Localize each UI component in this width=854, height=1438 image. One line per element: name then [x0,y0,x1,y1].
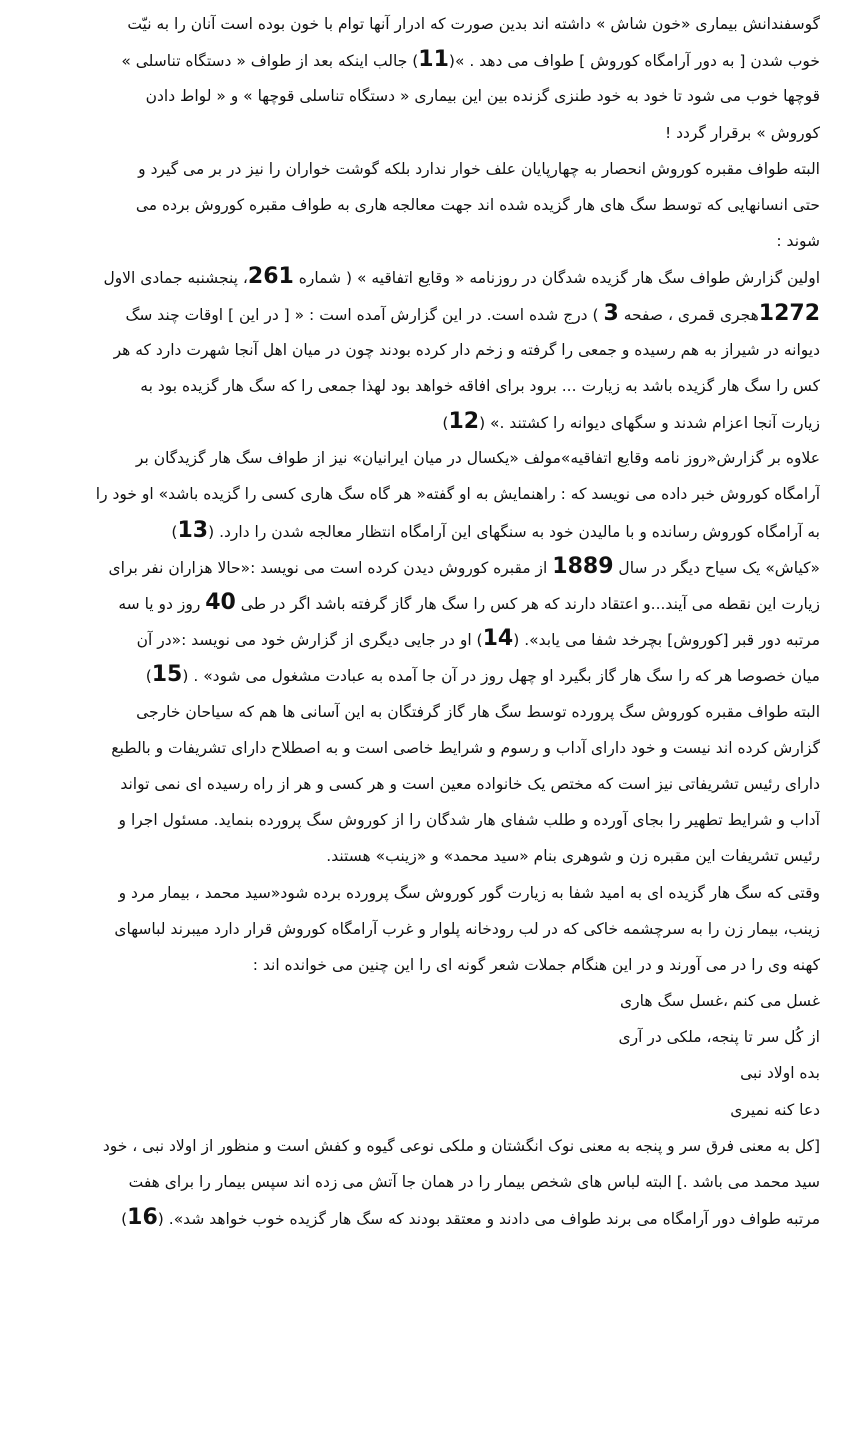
text-line: آداب و شرایط تطهیر را بجای آورده و طلب شفای هار شدگان را از کوروش سگ پرورده بنماید. مسئول اجرا و [118,811,820,830]
text-line: البته طواف مقبره کوروش انحصار به چهارپایان علف خوار ندارد بلکه گوشت خواران را نیز در بر می گیرد و [138,159,820,178]
text-line: مرتبه طواف دور آرامگاه می برند طواف می دادند و معتقد بودند که سگ هار گزیده خوب خواهد شد». (16) [121,1205,820,1231]
text-line: زیارت این نقطه می آیند...و اعتقاد دارند که هر کس را سگ هار گاز گرفته باشد اگر در طی 40 روز دو یا سه [118,590,820,615]
text-line: [کل به معنی فرق سر و پنجه به معنی نوک انگشتان و ملکی نوعی گیوه و کفش است و منظور از اولاد نبی ، خود [102,1136,820,1155]
paragraph-traveler-report [24,549,820,694]
text-line: قوچها خوب می شود تا خود به خود طنزی گزنده بین این بیماری « دستگاه تناسلی قوچها » و « لواط دادن [145,87,820,106]
text-line: وقتی که سگ هار گزیده ای به امید شفا به زیارت گور کوروش سگ پرورده برده شود«سید محمد ، بیمار مرد و [118,883,820,902]
number-figure: 1272 [758,300,820,326]
paragraph-explanation [24,1128,820,1237]
poem-line: بده اولاد نبی [740,1064,820,1083]
text-line: گوسفندانش بیماری «خون شاش » داشته اند بدین صورت که ادرار آنها توام با خون بوده است آنان را به نیّت [127,15,820,33]
number-figure: 15 [151,662,183,688]
text-line: البته طواف مقبره کوروش سگ پرورده توسط سگ هار گاز گرفتگان به این آسانی ها هم که سیاحان خارجی [136,702,820,721]
text-line: میان خصوصا هر که را سگ هار گاز بگیرد او چهل روز در آن جا آمده به عبادت مشغول می شود» . (15) [145,662,820,688]
number-figure: 3 [603,300,619,326]
paragraph-first-report [24,259,820,440]
text-line: علاوه بر گزارش«روز نامه وقایع اتفاقیه»مولف «یکسال در میان ایرانیان» نیز از طواف سگ هار گزیدگان بر [135,449,820,468]
text-line: رئیس تشریفات این مقبره زن و شوهری بنام «سید محمد» و «زینب» هستند. [326,847,820,866]
number-figure: 11 [418,47,449,73]
poem [24,983,820,1128]
text-line: اولین گزارش طواف سگ هار گزیده شدگان در روزنامه « وقایع اتفاقیه » ( شماره 261، پنجشنبه جمادی الاول [103,264,820,290]
paragraph-sheep-disease [24,6,820,151]
text-line: کهنه وی را در می آورند و در این هنگام جملات شعر گونه ای را این چنین می خوانده اند : [252,955,820,974]
text-line: حتی انسانهایی که توسط سگ های هار گزیده شده اند جهت معالجه هاری به طواف مقبره کوروش برده می [135,195,820,214]
number-figure: 13 [177,517,209,543]
number-figure: 1889 [552,553,614,579]
paragraph-carnivores [24,151,820,260]
number-figure: 261 [247,264,294,290]
poem-line: غسل می کنم ،غسل سگ هاری [620,992,820,1011]
text-line: زینب، بیمار زن را به سرچشمه خاکی که در لب رودخانه پلوار و غرب آرامگاه کوروش قرار دارد میبرند لباسهای [114,919,820,938]
text-line: گزارش کرده اند نیست و خود دارای آداب و رسوم و شرایط خاصی است و به اصطلاح دارای تشریفات و بالطبع [111,738,820,757]
text-line: مرتبه دور قبر [کوروش] بچرخد شفا می یابد». (14) او در جایی دیگری از گزارش خود می نویسد :«در آن [136,626,820,652]
paragraph-ceremony [24,694,820,875]
text-line: 1272هجری قمری ، صفحه 3 ) درج شده است. در این گزارش آمده است : « [ در این ] اوقات چند سگ [125,300,820,326]
paragraph-second-report [24,440,820,549]
number-figure: 40 [205,590,236,615]
text-line: دارای رئیس تشریفاتی نیز است که مختص یک خانواده معین است و هر کسی و هر از راه رسیده ای نمی تواند [120,774,820,793]
number-figure: 14 [482,626,514,652]
text-line: خوب شدن [ به دور آرامگاه کوروش ] طواف می دهد . »(11) جالب اینکه بعد از طواف « دستگاه تناسلی » [121,47,820,73]
text-line: شوند : [776,232,820,251]
paragraph-ritual [24,875,820,984]
text-line: سید محمد می باشد .] البته لباس های شخص بیمار را در همان جا آتش می زده اند سپس بیمار را برای هفت [128,1173,820,1191]
text-line: کس را سگ هار گزیده باشد به زیارت ... برود برای افاقه خواهد بود لهذا جمعی را که سگ هار گزیده بود به [140,376,820,395]
number-figure: 12 [448,409,480,435]
text-line: آرامگاه کوروش خبر داده می نویسد که : راهنمایش به او گفته« هر گاه سگ هاری کسی را گزیده باشد» او خود را [95,485,820,504]
text-line: «کیاش» یک سیاح دیگر در سال 1889 از مقبره کوروش دیدن کرده است می نویسد :«حالا هزاران نفر برای [108,553,820,579]
number-figure: 16 [127,1205,158,1231]
poem-line: از کُل سر تا پنجه، ملکی در آری [618,1028,820,1047]
text-line: به آرامگاه کوروش رسانده و با مالیدن خود به سنگهای این آرامگاه انتظار معالجه شدن را دارد. (13) [171,517,820,543]
text-line: دیوانه در شیراز به هم رسیده و جمعی را گرفته و زخم دار کرده بودند چون در میان اهل آنجا شهرت دارد که هر [113,340,820,359]
text-line: کوروش » برقرار گردد ! [664,123,820,142]
poem-line: دعا کنه نمیری [730,1100,820,1119]
text-line: زیارت آنجا اعزام شدند و سگهای دیوانه را کشتند .» (12) [442,409,820,435]
